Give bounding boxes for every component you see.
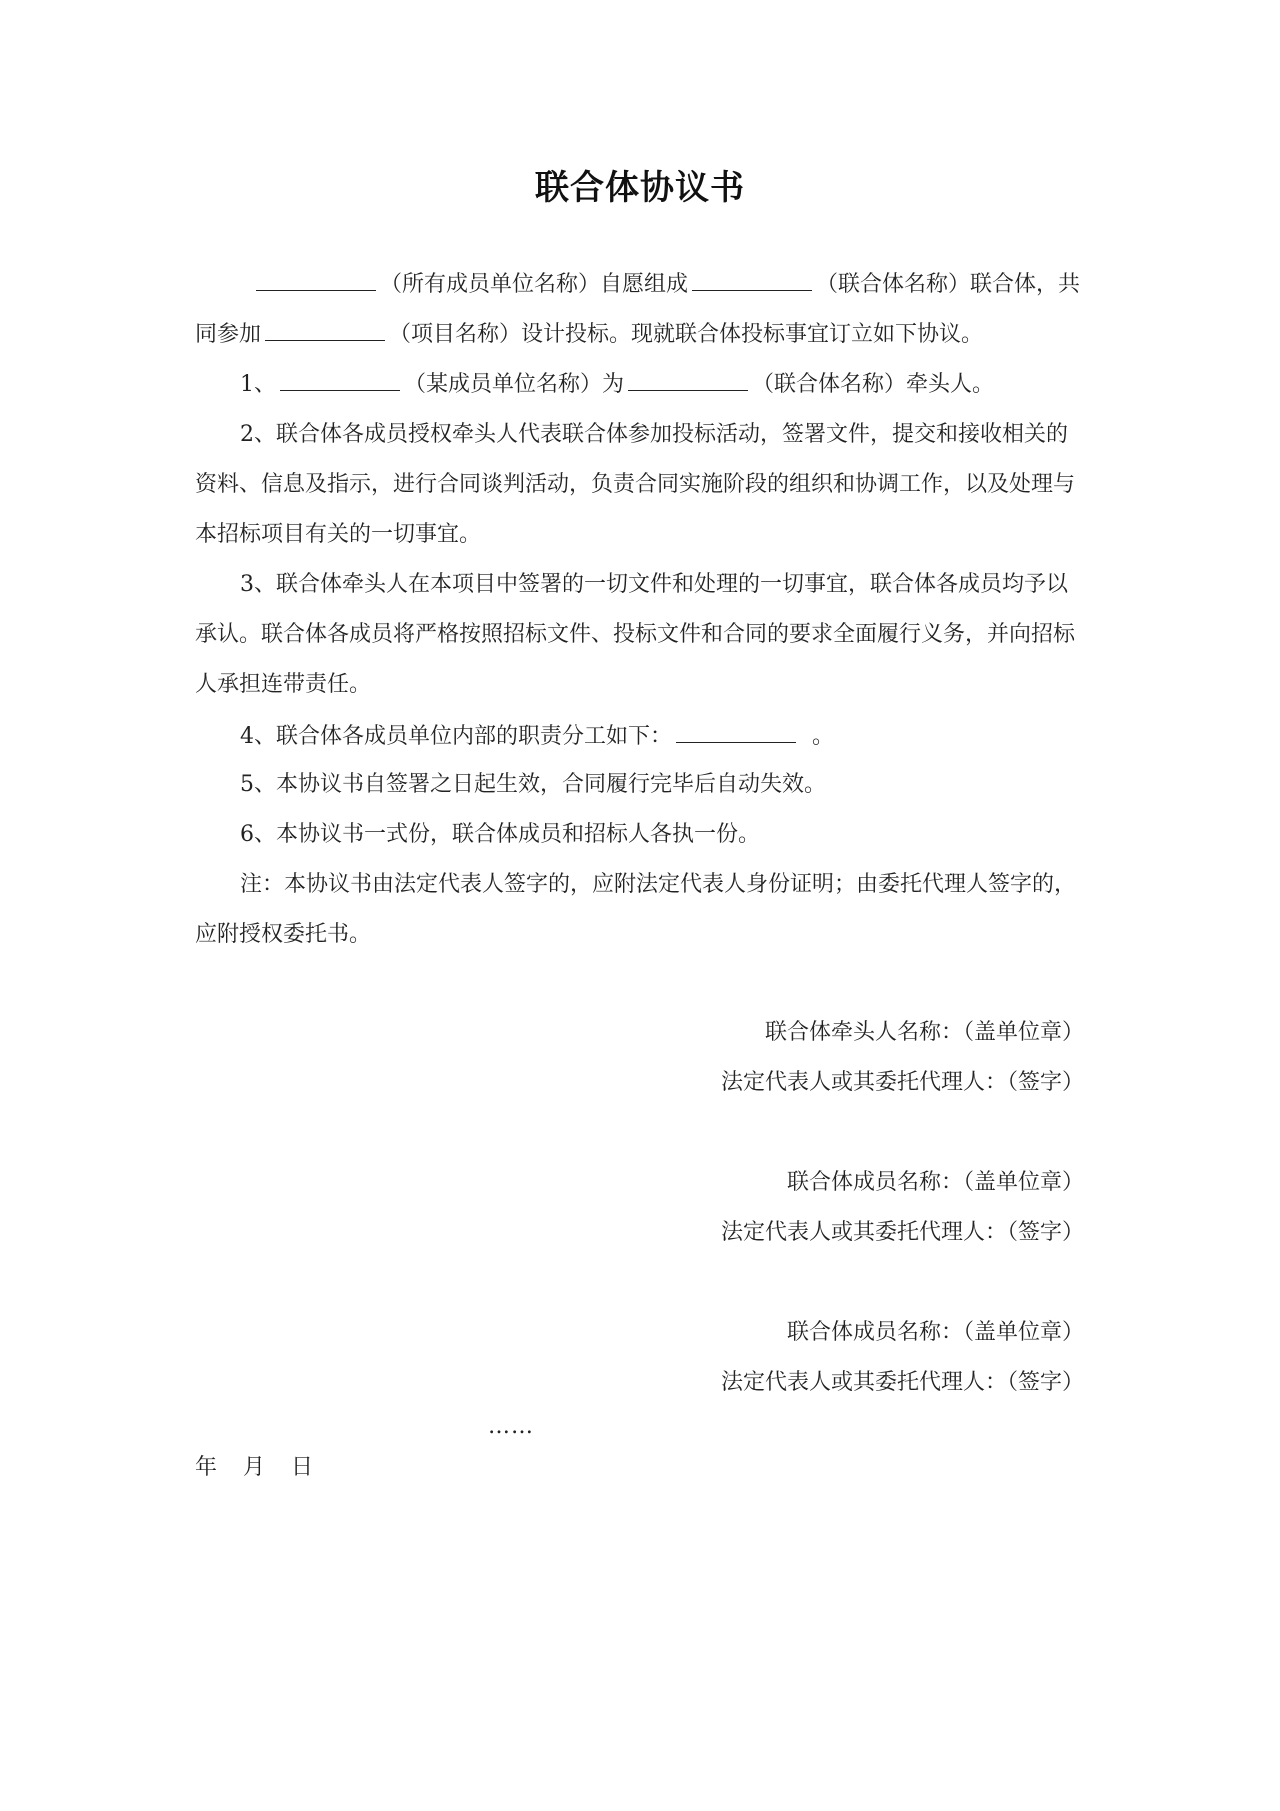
blank-member-unit[interactable]: [280, 368, 400, 391]
signature-member-1-unit: 联合体成员名称：（盖单位章）: [786, 1170, 1084, 1195]
date-day: 日: [291, 1455, 314, 1480]
item-3-line-3: 人承担连带责任。: [195, 672, 372, 697]
blank-member-names[interactable]: [256, 268, 376, 291]
blank-consortium-name-2[interactable]: [628, 368, 748, 391]
date-year: 年: [195, 1455, 218, 1480]
item-5: 5、本协议书自签署之日起生效，合同履行完毕后自动失效。: [240, 772, 826, 797]
item-6: 6、本协议书一式份，联合体成员和招标人各执一份。: [240, 822, 760, 847]
note-line-2: 应附授权委托书。: [195, 922, 372, 947]
blank-consortium-name[interactable]: [692, 268, 812, 291]
item-3-line-1: 3、联合体牵头人在本项目中签署的一切文件和处理的一切事宜，联合体各成员均予以: [240, 572, 1068, 597]
intro-line-1: （所有成员单位名称）自愿组成 （联合体名称）联合体，共: [252, 268, 1152, 300]
signature-member-2-rep: 法定代表人或其委托代理人：（签字）: [720, 1370, 1084, 1395]
item-4: 4、联合体各成员单位内部的职责分工如下： 。: [240, 720, 1140, 752]
page-title: 联合体协议书: [535, 168, 745, 208]
date-month: 月: [243, 1455, 266, 1480]
blank-project-name[interactable]: [265, 318, 385, 341]
signature-member-1-rep: 法定代表人或其委托代理人：（签字）: [720, 1220, 1084, 1245]
signature-lead-unit: 联合体牵头人名称：（盖单位章）: [764, 1020, 1084, 1045]
continuation-ellipsis: ……: [488, 1414, 534, 1439]
intro-line-2: 同参加 （项目名称）设计投标。现就联合体投标事宜订立如下协议。: [195, 318, 1095, 350]
blank-duty-division[interactable]: [676, 720, 796, 743]
date-line: [195, 1453, 339, 1483]
item-2-line-1: 2、联合体各成员授权牵头人代表联合体参加投标活动，签署文件，提交和接收相关的: [240, 422, 1068, 447]
item-1: 1、 （某成员单位名称）为 （联合体名称）牵头人。: [240, 368, 1140, 400]
signature-lead-rep: 法定代表人或其委托代理人：（签字）: [720, 1070, 1084, 1095]
item-2-line-2: 资料、信息及指示，进行合同谈判活动，负责合同实施阶段的组织和协调工作，以及处理与: [195, 472, 1076, 497]
item-3-line-2: 承认。联合体各成员将严格按照招标文件、投标文件和合同的要求全面履行义务，并向招标: [195, 622, 1076, 647]
note-line-1: 注：本协议书由法定代表人签字的，应附法定代表人身份证明；由委托代理人签字的，: [240, 872, 1077, 897]
item-2-line-3: 本招标项目有关的一切事宜。: [195, 522, 482, 547]
signature-member-2-unit: 联合体成员名称：（盖单位章）: [786, 1320, 1084, 1345]
